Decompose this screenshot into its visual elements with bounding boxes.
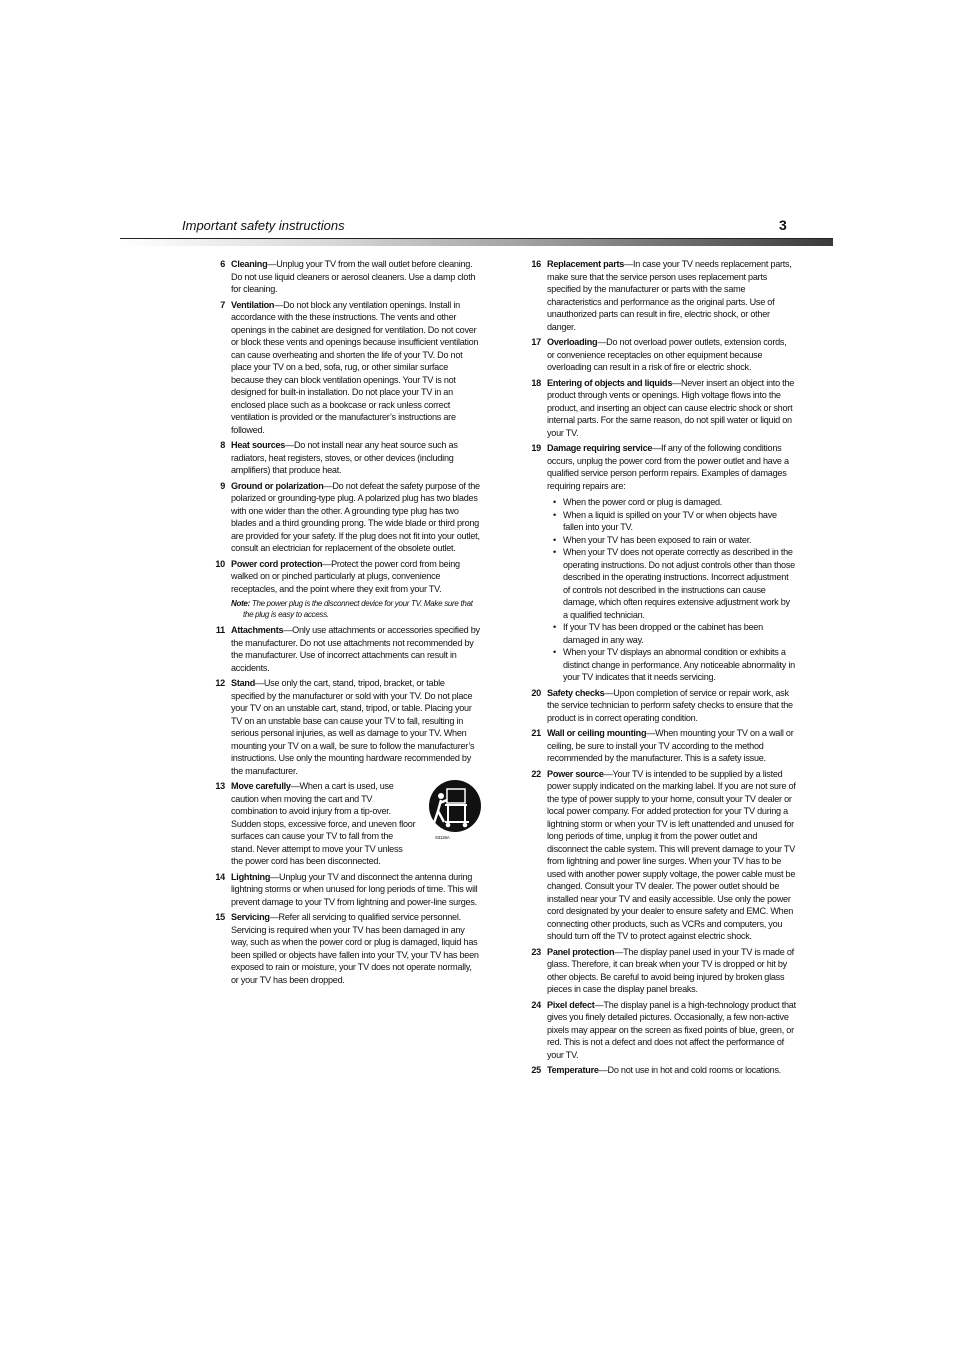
item-dash: — (269, 912, 279, 922)
list-item (205, 911, 480, 986)
item-number: 12 (215, 678, 225, 688)
item-term: Power cord protection (231, 558, 323, 569)
list-item (205, 258, 480, 296)
item-number: 20 (531, 687, 541, 698)
item-term: Ventilation (231, 299, 275, 310)
item-dash: — (594, 999, 604, 1010)
item-term: Panel protection (547, 946, 615, 957)
bullet-item: • When your TV displays an abnormal condition or exhibits a distinct change in performance. Any noticeable abnormality in your TV indicates that it needs servicing. (563, 646, 796, 684)
item-number: 9 (220, 480, 225, 491)
item-dash: — (652, 443, 662, 453)
bullet-item: • When the power cord or plug is damaged. (563, 496, 796, 509)
item-text: The display panel used in your TV is made of glass. Therefore, it can break when your TV is dropped or hit by other objects. Be careful to avoid being injured by broken glass pieces in case the display panel breaks. (547, 946, 794, 994)
item-dash: — (270, 871, 280, 882)
item-dash: — (597, 337, 607, 347)
item-number: 17 (531, 337, 541, 347)
item-number: 11 (215, 625, 225, 635)
cart-tip-over-warning-icon (421, 778, 483, 840)
item-term: Cleaning (231, 259, 268, 269)
page-number: 3 (779, 217, 787, 233)
item-term: Move carefully (231, 781, 291, 791)
item-text: Never insert an object into the product through vents or openings. High voltage flows into the product, and inserting an object can cause electric shock or short internal parts. For the same reason, do not spill water or liquid on your TV. (547, 377, 795, 438)
item-text: When a cart is used, use caution when moving the cart and TV combination to avoid injury from a tip-over. Sudden stops, excessive force, and uneven floor surfaces can cause your TV to fall from the stand. Never attempt to move your TV unless the power cord has been disconnected. (231, 781, 416, 866)
item-number: 10 (215, 558, 225, 569)
item-text: If any of the following conditions occurs, unplug the power cord from the power outlet and have a qualified service person perform repairs. Examples of damages requiring repairs are: (547, 443, 789, 491)
item-number: 19 (531, 443, 541, 453)
item-text: Unplug your TV from the wall outlet before cleaning. Do not use liquid cleaners or aerosol cleaners. Use a damp cloth for cleaning. (231, 259, 476, 294)
bullet-item: • When a liquid is spilled on your TV or when objects have fallen into your TV. (563, 509, 796, 534)
list-item (521, 727, 796, 765)
item-term: Pixel defect (547, 999, 595, 1010)
icon-code: S3126A (435, 835, 450, 840)
list-item (521, 336, 796, 374)
header-rule (120, 238, 833, 246)
item-dash: — (322, 558, 332, 569)
list-item (205, 480, 480, 555)
item-dash: — (614, 946, 624, 957)
item-text: Unplug your TV and disconnect the antenna during lightning storms or when unused for long periods of time. This will prevent damage to your TV from lightning and power-line surges. (231, 871, 478, 907)
left-column (205, 258, 480, 989)
item-number: 16 (531, 259, 541, 269)
item-text: When mounting your TV on a wall or ceiling, be sure to install your TV according to the method recommended by the manufacturer. This is a safety issue. (547, 728, 794, 763)
item-number: 23 (531, 946, 541, 957)
item-dash: — (274, 299, 284, 310)
list-item (521, 768, 796, 943)
item-dash: — (323, 480, 333, 491)
item-number: 13 (215, 781, 225, 791)
item-text: Do not defeat the safety purpose of the polarized or grounding-type plug. A polarized plug has two blades with one wider than the other. A grounding type plug has two blades and a third grounding prong. The wide blade or third prong are provided for your safety. If the plug does not fit into your outlet, consult an electrician for replacement of the obsolete outlet. (231, 480, 480, 553)
item-number: 8 (220, 440, 225, 450)
item-text: Do not block any ventilation openings. Install in accordance with the these instructions. The vents and other openings in the cabinet are designed for ventilation. Do not cover or block these vents and openings because insufficient ventilation can cause overheating and shorten the life of your TV. Do not place your TV on a bed, sofa, rug, or other similar surface because they can block ventilation openings. Your TV is not designed for built-in installation. Do not place your TV in an enclosed place such as a bookcase or rack unless correct ventilation is provided or the manufacturer’s instructions are followed. (231, 299, 479, 435)
list-item (521, 442, 796, 684)
bullet-item: • When your TV does not operate correctly as described in the operating instructions. Do not adjust controls other than those described in the operating instructions. Incorrect adjustment of controls not described in the instructions can cause damage, which often requires extensive adjustment work by a qualified technician. (563, 546, 796, 621)
item-number: 24 (531, 999, 541, 1010)
item-number: 6 (220, 259, 225, 269)
item-text: Protect the power cord from being walked on or pinched particularly at plugs, convenience receptacles, and the point where they exit from your TV. (231, 558, 460, 594)
item-dash: — (624, 259, 633, 269)
item-term: Entering of objects and liquids (547, 377, 673, 388)
item-term: Temperature (547, 1065, 599, 1075)
item-term: Heat sources (231, 440, 286, 450)
list-item (521, 1064, 796, 1077)
list-item (521, 258, 796, 333)
item-text: Your TV is intended to be supplied by a listed power supply indicated on the marking label. If you are not sure of the type of power supply to your home, consult your TV dealer or local power company. For added protection for your TV during a lightning storm or when your TV is left unattended and unused for long periods of time, unplug it from the power outlet and disconnect the cable system. This will prevent damage to your TV from lightning and power line surges. When your TV has to be used with another power supply voltage, the power cable must be changed. Consult your TV dealer. The power outlet should be installed near your TV and easily accessible. Use only the power cord designated by your dealer to ensure safety and EMC. When connecting other products, such as VCRs and computers, you should turn off the TV to protect against electric shock. (547, 768, 796, 941)
item-text: Refer all servicing to qualified service personnel. Servicing is required when your TV has been damaged in any way, such as when the power cord or plug is damaged, liquid has been spilled or objects have fallen into your TV, your TV has been exposed to rain or moisture, your TV does not operate normally, or your TV has been dropped. (231, 912, 479, 985)
item-term: Lightning (231, 871, 271, 882)
item-number: 18 (531, 377, 541, 388)
list-item (205, 558, 480, 621)
item-text: The display panel is a high-technology product that gives you finely detailed pictures. Occasionally, a few non-active pixels may appear on the screen as fixed points of blue, green, or red. This is not a defect and does not affect the performance of your TV. (547, 999, 796, 1060)
item-number: 7 (220, 299, 225, 310)
item-dash: — (255, 678, 264, 688)
item-dash: — (646, 728, 656, 738)
list-item (521, 687, 796, 725)
item-number: 22 (531, 768, 541, 779)
list-item (205, 624, 480, 674)
list-item (205, 299, 480, 437)
item-number: 25 (531, 1065, 541, 1075)
item-term: Attachments (231, 625, 284, 635)
list-item (205, 677, 480, 777)
item-text: Do not overload power outlets, extension cords, or convenience receptacles on other equipment because overloading can result in a risk of fire or electric shock. (547, 337, 787, 372)
right-column (521, 258, 796, 1080)
list-item (205, 780, 480, 868)
header-title: Important safety instructions (182, 218, 345, 233)
item-dash: — (267, 259, 277, 269)
item-text: Use only the cart, stand, tripod, bracket, or table specified by the manufacturer or sold with your TV. Do not place your TV on an unstable cart, stand, tripod, or table. Placing your TV on an unstable base can cause your TV to fall, resulting in serious personal injuries, as well as damage to your TV. When mounting your TV on a wall, be sure to follow the manufacturer’s instructions. Use only the mounting hardware recommended by the manufacturer. (231, 678, 475, 776)
item-number: 14 (215, 871, 225, 882)
item-text: Do not install near any heat source such as radiators, heat registers, stoves, or other devices (including amplifiers) that produce heat. (231, 440, 458, 475)
item-dash: — (285, 440, 294, 450)
list-item (521, 999, 796, 1062)
item-dash: — (672, 377, 681, 388)
bullet-item: • If your TV has been dropped or the cabinet has been damaged in any way. (563, 621, 796, 646)
item-body (231, 780, 416, 868)
item-term: Safety checks (547, 687, 605, 698)
note-label: Note: (231, 599, 250, 608)
item-text: Only use attachments or accessories specified by the manufacturer. Do not use attachments not recommended by the manufacturer. Use of incorrect attachments can result in accidents. (231, 625, 480, 673)
item-dash: — (603, 768, 613, 779)
item-term: Wall or ceiling mounting (547, 728, 647, 738)
item-term: Replacement parts (547, 259, 625, 269)
item-term: Damage requiring service (547, 443, 653, 453)
list-item (521, 377, 796, 440)
note-text: The power plug is the disconnect device for your TV. Make sure that the plug is easy to access. (243, 599, 473, 619)
item-text: Upon completion of service or repair work, ask the service technician to perform safety checks to ensure that the product is in correct operating condition. (547, 687, 793, 723)
item-dash: — (598, 1065, 608, 1075)
item-dash: — (604, 687, 614, 698)
list-item (521, 946, 796, 996)
item-number: 21 (531, 728, 541, 738)
item-text: In case your TV needs replacement parts, make sure that the service person uses replacement parts specified by the manufacturer or parts with the same characteristics and performance as the original parts. Use of unauthorized parts can result in fire, electric shock, or other danger. (547, 259, 792, 332)
bullet-item: • When your TV has been exposed to rain or water. (563, 534, 796, 547)
item-dash: — (290, 781, 300, 791)
bullet-list (547, 496, 796, 684)
list-item (205, 439, 480, 477)
item-text: Do not use in hot and cold rooms or locations. (607, 1065, 782, 1075)
item-term: Overloading (547, 337, 598, 347)
item-term: Power source (547, 768, 604, 779)
item-term: Stand (231, 678, 256, 688)
item-term: Servicing (231, 912, 270, 922)
item-dash: — (283, 625, 293, 635)
list-item (205, 871, 480, 909)
item-term: Ground or polarization (231, 480, 324, 491)
item-number: 15 (215, 912, 225, 922)
note (231, 598, 480, 620)
